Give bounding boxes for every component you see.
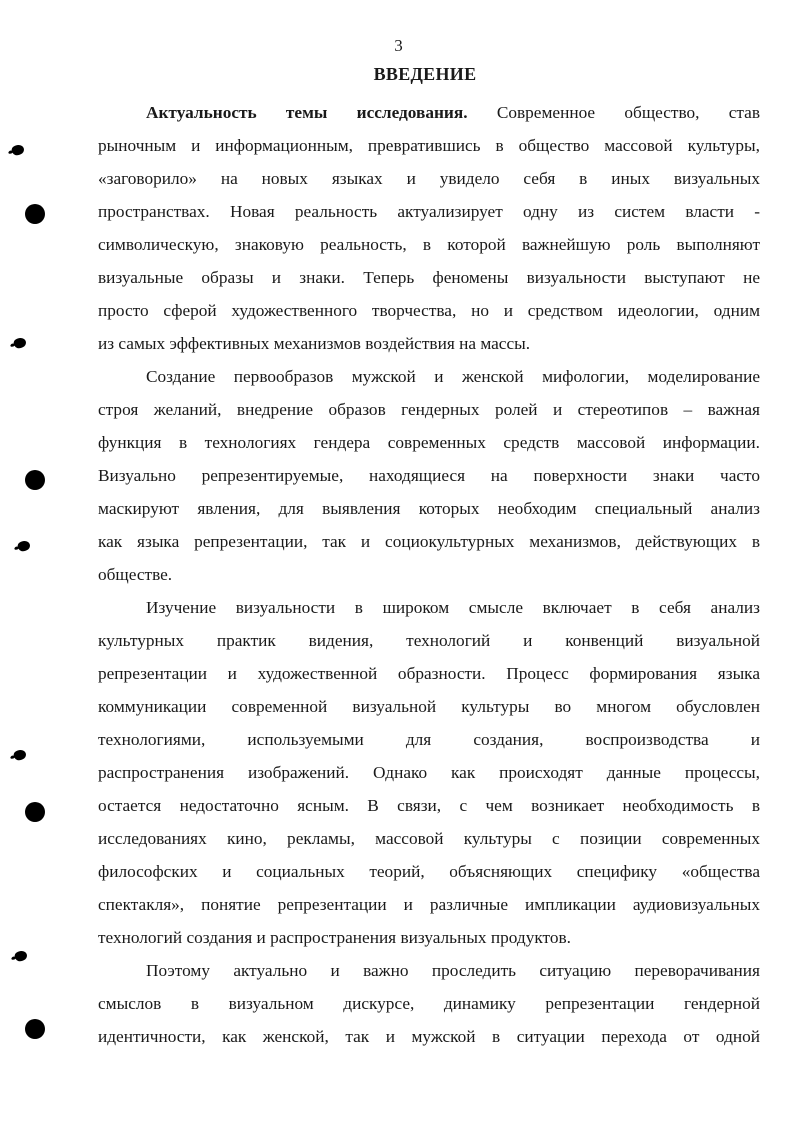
paragraph-line: символическую, знаковую реальность, в которой важнейшую роль выполняют bbox=[98, 235, 760, 254]
paragraph-line: исследованиях кино, рекламы, массовой культуры с позиции современных bbox=[98, 829, 760, 848]
paragraph-line: философских и социальных теорий, объясняющих специфику «общества bbox=[98, 862, 760, 881]
paragraph-line: функция в технологиях гендера современных средств массовой информации. bbox=[98, 433, 760, 452]
page-number: 3 bbox=[394, 36, 403, 55]
paragraph-line: репрезентации и художественной образности. Процесс формирования языка bbox=[98, 664, 760, 683]
relevance-lead: Актуальность темы исследования. bbox=[146, 103, 468, 122]
binder-hole bbox=[25, 1019, 45, 1039]
scan-speck bbox=[11, 143, 26, 157]
scan-speck bbox=[17, 539, 32, 553]
binder-hole bbox=[25, 204, 45, 224]
paragraph-line: технологиями, используемыми для создания, воспроизводства и bbox=[98, 730, 760, 749]
paragraph-line: смыслов в визуальном дискурсе, динамику репрезентации гендерной bbox=[98, 994, 760, 1013]
paragraph-line: коммуникации современной визуальной культуры во многом обусловлен bbox=[98, 697, 760, 716]
paragraph-line: визуальные образы и знаки. Теперь феномены визуальности выступают не bbox=[98, 268, 760, 287]
paragraph-line: из самых эффективных механизмов воздействия на массы. bbox=[98, 334, 531, 353]
paragraph-tracing bbox=[98, 954, 760, 1053]
paragraph-line: Изучение визуальности в широком смысле включает в себя анализ bbox=[146, 598, 760, 617]
paragraph-line: строя желаний, внедрение образов гендерных ролей и стереотипов – важная bbox=[98, 400, 760, 419]
paragraph-gender-myths bbox=[98, 360, 760, 591]
paragraph-line: просто сферой художественного творчества, но и средством идеологии, одним bbox=[98, 301, 760, 320]
paragraph-line: спектакля», понятие репрезентации и различные импликации аудиовизуальных bbox=[98, 895, 760, 914]
scan-speck bbox=[14, 949, 29, 963]
paragraph-line: технологий создания и распространения визуальных продуктов. bbox=[98, 928, 571, 947]
paragraph-line: культурных практик видения, технологий и конвенций визуальной bbox=[98, 631, 760, 650]
binder-hole bbox=[25, 802, 45, 822]
page-title: ВВЕДЕНИЕ bbox=[373, 64, 477, 84]
paragraph-line: Поэтому актуально и важно проследить ситуацию переворачивания bbox=[146, 961, 760, 980]
paragraph-line: Визуально репрезентируемые, находящиеся на поверхности знаки часто bbox=[98, 466, 760, 485]
binder-hole bbox=[25, 470, 45, 490]
paragraph-line: рыночным и информационным, превратившись в общество массовой культуры, bbox=[98, 136, 760, 155]
paragraph-line: распространения изображений. Однако как происходят данные процессы, bbox=[98, 763, 760, 782]
paragraph-line: остается недостаточно ясным. В связи, с чем возникает необходимость в bbox=[98, 796, 760, 815]
paragraph-line bbox=[98, 96, 760, 129]
lead-line-rest: Современное общество, став bbox=[467, 103, 760, 122]
paragraph-visuality-study bbox=[98, 591, 760, 954]
paragraph-line: как языка репрезентации, так и социокультурных механизмов, действующих в bbox=[98, 532, 760, 551]
paragraph-line: обществе. bbox=[98, 565, 173, 584]
paragraph-line: пространствах. Новая реальность актуализирует одну из систем власти - bbox=[98, 202, 760, 221]
paragraph-line: Создание первообразов мужской и женской мифологии, моделирование bbox=[146, 367, 760, 386]
scan-speck bbox=[13, 336, 28, 350]
paragraph-relevance bbox=[98, 96, 760, 360]
paragraph-line: маскируют явления, для выявления которых необходим специальный анализ bbox=[98, 499, 760, 518]
scan-speck bbox=[13, 748, 28, 762]
paragraph-line: «заговорило» на новых языках и увидело себя в иных визуальных bbox=[98, 169, 760, 188]
paragraph-line: идентичности, как женской, так и мужской в ситуации перехода от одной bbox=[98, 1027, 760, 1046]
